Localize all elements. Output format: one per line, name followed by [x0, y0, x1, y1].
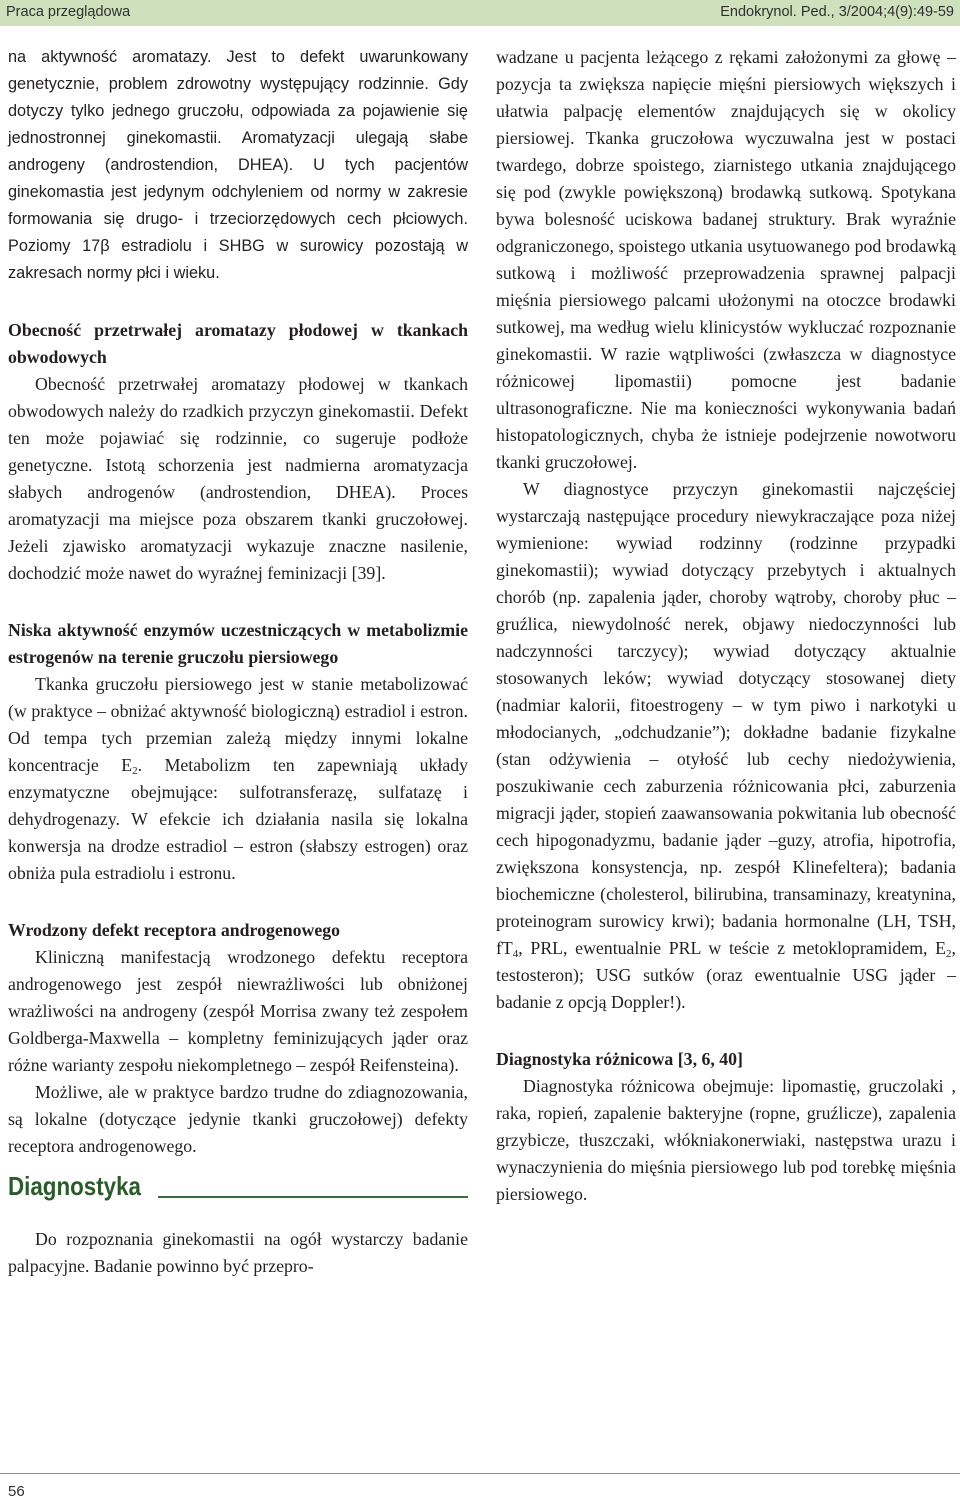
paragraph: Diagnostyka różnicowa obejmuje: lipomastię, gruczolaki , raka, ropień, zapalenie bakteryjne (ropne, gruźlicze), zapalenia grzybicze, tłuszczaki, włókniakonerwiaki, następstwa urazu i wynaczynienia do mięśnia piersiowego lub pod torebkę mięśnia piersiowego.	[496, 1076, 956, 1204]
diagnostyka-section-header	[8, 1166, 468, 1226]
title-rule	[158, 1196, 468, 1198]
footer-rule	[0, 1473, 960, 1474]
right-column	[496, 44, 956, 1208]
section-heading: Niska aktywność enzymów uczestniczących w metabolizmie estrogenów na terenie gruczołu piersiowego	[8, 620, 468, 667]
section-title: Diagnostyka	[8, 1171, 141, 1201]
paragraph: Możliwe, ale w praktyce bardzo trudne do zdiagnozowania, są lokalne (dotyczące jedynie tkanki gruczołowej) defekty receptora androgenowego.	[8, 1082, 468, 1156]
paragraph: Tkanka gruczołu piersiowego jest w stanie metabolizować (w praktyce – obniżać aktywność biologiczną) estradiol i estron. Od tempa tych przemian zależą między innymi lokalne koncentracje $E_2$. Metabolizm ten zapewniają układy enzymatyczne obejmujące: sulfotransferazę, sulfatazę i dehydrogenazy. W efekcie ich działania nasila się lokalna konwersja na drodze estradiol – estron (słabszy estrogen) oraz obniża pula estradiolu i estronu.	[8, 674, 468, 883]
paragraph: wadzane u pacjenta leżącego z rękami założonymi za głowę –pozycja ta zwiększa napięcie mięśni piersiowych większych i ułatwia palpację elementów znajdujących się w okolicy piersiowej. Tkanka gruczołowa wyczuwalna jest w postaci twardego, dobrze spoistego, ziarnistego utkania znajdującego się pod (zwykle powiększoną) brodawką sutkową. Spotykana bywa bolesność uciskowa badanej struktury. Brak wyraźnie odgraniczonego, spoistego utkania usytuowanego pod brodawką sutkową i możliwość przeprowadzenia sprawnej palpacji mięśnia piersiowego palcami ułożonymi na otoczce brodawki sutkowej, ma według wielu klinicystów wykluczać rozpoznanie ginekomastii. W razie wątpliwości (zwłaszcza w diagnostyce różnicowej lipomastii) pomocne jest badanie ultrasonograficzne. Nie ma konieczności wykonywania badań histopatologicznych, chyba że istnieje podejrzenie nowotworu tkanki gruczołowej.	[496, 47, 956, 472]
header-journal-citation: Endokrynol. Ped., 3/2004;4(9):49-59	[720, 4, 954, 20]
page-number: 56	[8, 1483, 25, 1500]
section-heading: Diagnostyka różnicowa [3, 6, 40]	[496, 1049, 743, 1069]
running-header	[0, 0, 960, 26]
left-column	[8, 44, 468, 1280]
paragraph: Obecność przetrwałej aromatazy płodowej w tkankach obwodowych należy do rzadkich przyczyn ginekomastii. Defekt ten może pojawiać się rodzinnie, co sugeruje podłoże genetyczne. Istotą schorzenia jest nadmierna aromatyzacja słabych androgenów (androstendion, DHEA). Proces aromatyzacji ma miejsce poza obszarem tkanki gruczołowej. Jeżeli zjawisko aromatyzacji wykazuje znaczne nasilenie, dochodzić może nawet do wyraźnej feminizacji [39].	[8, 374, 468, 583]
section-heading: Wrodzony defekt receptora androgenowego	[8, 920, 341, 940]
paragraph: na aktywność aromatazy. Jest to defekt uwarunkowany genetycznie, problem zdrowotny występujący rodzinnie. Gdy dotyczy tylko jednego gruczołu, odpowiada za pojawienie się jednostronnej ginekomastii. Aromatyzacji ulegają słabe androgeny (androstendion, DHEA). U tych pacjentów ginekomastia jest jedynym odchyleniem od normy w zakresie formowania się drugo- i trzeciorzędowych cech płciowych. Poziomy 17β estradiolu i SHBG w surowicy pozostają w zakresach normy płci i wieku.	[8, 48, 468, 282]
paragraph: Do rozpoznania ginekomastii na ogół wystarczy badanie palpacyjne. Badanie powinno być przepro-	[8, 1229, 468, 1276]
section-heading: Obecność przetrwałej aromatazy płodowej w tkankach obwodowych	[8, 320, 468, 367]
paragraph: Kliniczną manifestacją wrodzonego defektu receptora androgenowego jest zespół niewrażliwości lub obniżonej wrażliwości na androgeny (zespół Morrisa zwany też zespołem Goldberga-Maxwella – kompletny feminizujących jąder oraz różne warianty zespołu niekompletnego – zespół Reifensteina).	[8, 947, 468, 1075]
paragraph: W diagnostyce przyczyn ginekomastii najczęściej wystarczają następujące procedury niewykraczające poza niżej wymienione: wywiad rodzinny (rodzinne przypadki ginekomastii); wywiad dotyczący przebytych i aktualnych chorób (np. zapalenia jąder, choroby wątroby, choroby płuc – gruźlica, niewydolność nerek, objawy niedoczynności lub nadczynności tarczycy); wywiad dotyczący aktualnie stosowanych leków; wywiad dotyczący stosowanej diety (nadmiar kalorii, fitoestrogeny – w tym piwo i narkotyki u młodocianych, „odchudzanie”); dokładne badanie fizykalne (stan odżywienia – otyłość lub cechy niedożywienia, poszukiwanie cech zaburzenia różnicowania płci, zaburzenia migracji jąder, stopień zaawansowania pokwitania lub obecność cech hipogonadyzmu, badanie jąder –guzy, atrofia, hipotrofia, zwiększona konsystencja, np. zespół Klinefeltera); badania biochemiczne (cholesterol, bilirubina, transaminazy, kreatynina, proteinogram surowicy krwi); badania hormonalne (LH, TSH, $fT_4$, PRL, ewentualnie PRL w teście z metoklopramidem, $E_2$, testosteron); USG sutków (oraz ewentualnie USG jąder – badanie z opcją Doppler!).	[496, 479, 956, 1012]
header-section-label: Praca przeglądowa	[6, 4, 131, 20]
